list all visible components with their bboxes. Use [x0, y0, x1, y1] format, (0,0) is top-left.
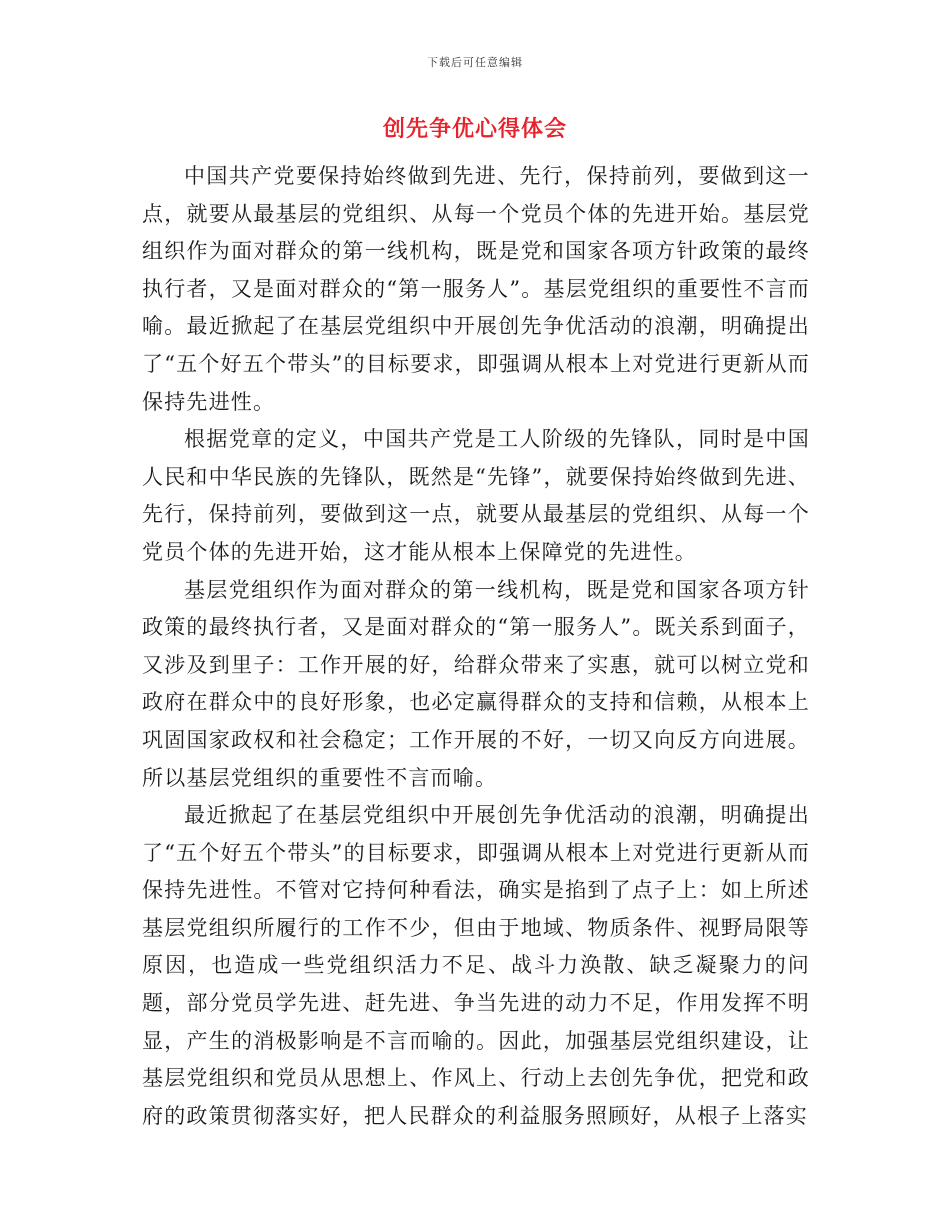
document-body: [142, 158, 810, 1135]
paragraph-4: 最近掀起了在基层党组织中开展创先争优活动的浪潮，明确提出了“五个好五个带头”的目标要求，即强调从根本上对党进行更新从而保持先进性。不管对它持何种看法，确实是掐到了点子上：如上所述基层党组织所履行的工作不少，但由于地域、物质条件、视野局限等原因，也造成一些党组织活力不足、战斗力涣散、缺乏凝聚力的问题，部分党员学先进、赶先进、争当先进的动力不足，作用发挥不明显，产生的消极影响是不言而喻的。因此，加强基层党组织建设，让基层党组织和党员从思想上、作风上、行动上去创先争优，把党和政府的政策贯彻落实好，把人民群众的利益服务照顾好，从根子上落实: [142, 803, 810, 1128]
paragraph-2: 根据党章的定义，中国共产党是工人阶级的先锋队，同时是中国人民和中华民族的先锋队，既然是“先锋”，就要保持始终做到先进、先行，保持前列，要做到这一点，就要从最基层的党组织、从每一个党员个体的先进开始，这才能从根本上保障党的先进性。: [142, 427, 810, 564]
document-title: 创先争优心得体会: [382, 117, 567, 142]
paragraph-1: 中国共产党要保持始终做到先进、先行，保持前列，要做到这一点，就要从最基层的党组织、从每一个党员个体的先进开始。基层党组织作为面对群众的第一线机构，既是党和国家各项方针政策的最终执行者，又是面对群众的“第一服务人”。基层党组织的重要性不言而喻。最近掀起了在基层党组织中开展创先争优活动的浪潮，明确提出了“五个好五个带头”的目标要求，即强调从根本上对党进行更新从而保持先进性。: [142, 164, 810, 414]
paragraph-3: 基层党组织作为面对群众的第一线机构，既是党和国家各项方针政策的最终执行者，又是面对群众的“第一服务人”。既关系到面子，又涉及到里子：工作开展的好，给群众带来了实惠，就可以树立党和政府在群众中的良好形象，也必定赢得群众的支持和信赖，从根本上巩固国家政权和社会稳定；工作开展的不好，一切又向反方向进展。所以基层党组织的重要性不言而喻。: [142, 577, 810, 790]
header-note: 下载后可任意编辑: [427, 56, 523, 69]
